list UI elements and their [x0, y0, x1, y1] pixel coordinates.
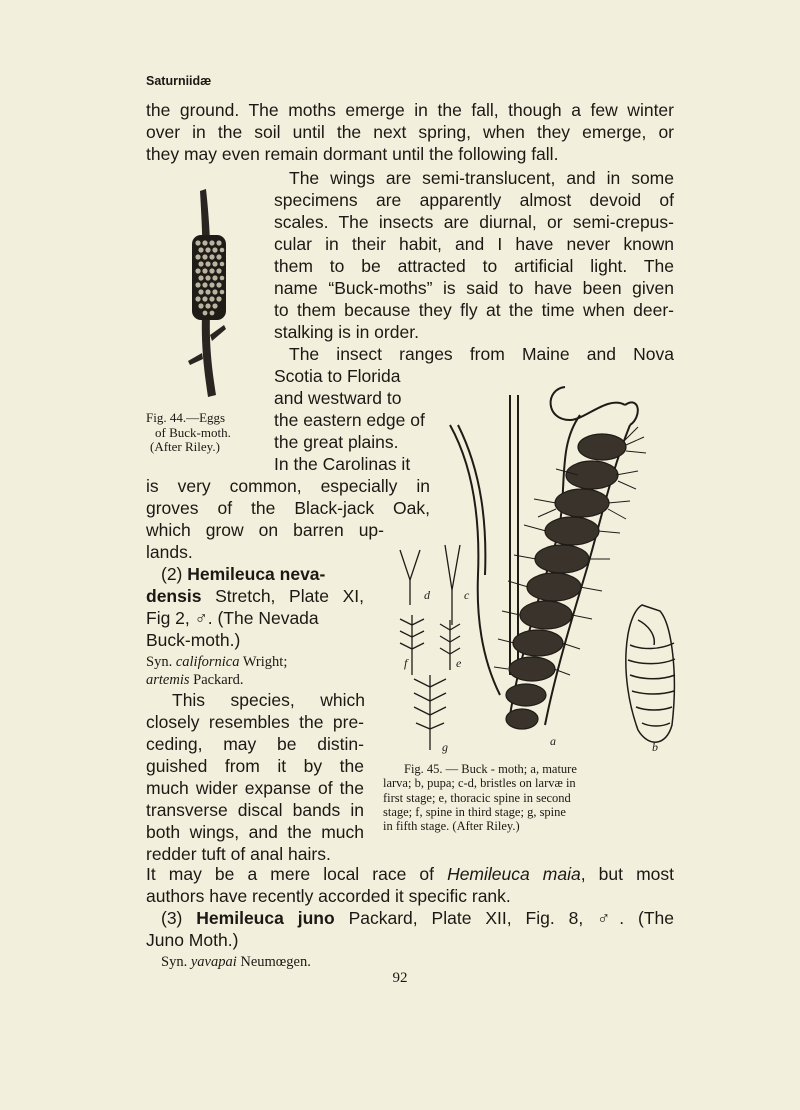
fig45-label-e: e	[456, 656, 462, 670]
fig45-label-f: f	[404, 656, 408, 670]
synonym-line: Syn. yavapai Neumœgen.	[161, 954, 311, 970]
fig45-label-a: a	[550, 734, 556, 748]
text-line: specimens are apparently almost devoid of	[274, 190, 674, 210]
running-head: Saturniidæ	[146, 74, 212, 88]
text-line: The wings are semi-translucent, and in some	[289, 168, 674, 188]
text-line: ceding, may be distin-	[146, 734, 364, 754]
text-line: over in the soil until the next spring, when they emerge, or	[146, 122, 674, 142]
fig44-caption: Fig. 44.—Eggs of Buck-moth. (After Riley.)	[146, 410, 231, 454]
text-line: and westward to	[274, 388, 402, 408]
page-number: 92	[392, 970, 408, 986]
text-line: redder tuft of anal hairs.	[146, 844, 331, 864]
fig45-label-d: d	[424, 588, 430, 602]
text-line: much wider expanse of the	[146, 778, 364, 798]
text-line: authors have recently accorded it specific rank.	[146, 886, 511, 906]
text-line: stalking is in order.	[274, 322, 419, 342]
fig45-label-b: b	[652, 740, 658, 754]
fig45-caption: Fig. 45. — Buck - moth; a, mature larva; b, pupa; c-d, bristles on larvæ in first stage; e, thoracic spine in second stage; f, spine in third stage; g, spine in fifth stage. (After Riley.)	[383, 762, 577, 834]
text-line: the ground. The moths emerge in the fall, though a few winter	[146, 100, 674, 120]
text-line: name “Buck-moths” is said to have been given	[274, 278, 674, 298]
text-line: This species, which	[172, 690, 365, 710]
text-line: Fig 2, ♂. (The Nevada	[146, 608, 319, 628]
text-line: groves of the Black-jack Oak,	[146, 498, 430, 518]
text-line: The insect ranges from Maine and Nova	[289, 344, 674, 364]
text-line: is very common, especially in	[146, 476, 430, 496]
synonym-line: Syn. californica Wright;	[146, 654, 288, 670]
text-line: guished from it by the	[146, 756, 364, 776]
text-line: closely resembles the pre-	[146, 712, 364, 732]
fig45-label-c: c	[464, 588, 470, 602]
synonym-line: artemis Packard.	[146, 672, 244, 688]
text-line: densis Stretch, Plate XI,	[146, 586, 364, 606]
species-heading-nevadensis: (2) Hemileuca neva-	[161, 564, 326, 584]
text-line: the great plains.	[274, 432, 399, 452]
text-line: they may even remain dormant until the following fall.	[146, 144, 559, 164]
fig45-larva-illustration	[380, 375, 680, 760]
text-line: Buck-moth.)	[146, 630, 241, 650]
fig45-label-g: g	[442, 740, 448, 754]
text-line: transverse discal bands in	[146, 800, 364, 820]
text-line: It may be a mere local race of Hemileuca maia, but most	[146, 864, 675, 884]
text-line: In the Carolinas it	[274, 454, 411, 474]
text-line: Scotia to Florida	[274, 366, 401, 386]
text-line: scales. The insects are diurnal, or semi-crepus-	[274, 212, 674, 232]
text-line: both wings, and the much	[146, 822, 364, 842]
text-line: the eastern edge of	[274, 410, 425, 430]
text-line: which grow on barren up-	[146, 520, 384, 540]
text-line: lands.	[146, 542, 193, 562]
fig44-eggs-illustration	[180, 185, 240, 400]
text-line: to them because they fly at the time when deer-	[274, 300, 674, 320]
text-line: Juno Moth.)	[146, 930, 239, 950]
text-line: them to be attracted to artificial light. The	[274, 256, 674, 276]
text-line: cular in their habit, and I have never known	[274, 234, 674, 254]
species-heading-juno: (3) Hemileuca juno Packard, Plate XII, Fig. 8, ♂. (The	[161, 908, 675, 928]
